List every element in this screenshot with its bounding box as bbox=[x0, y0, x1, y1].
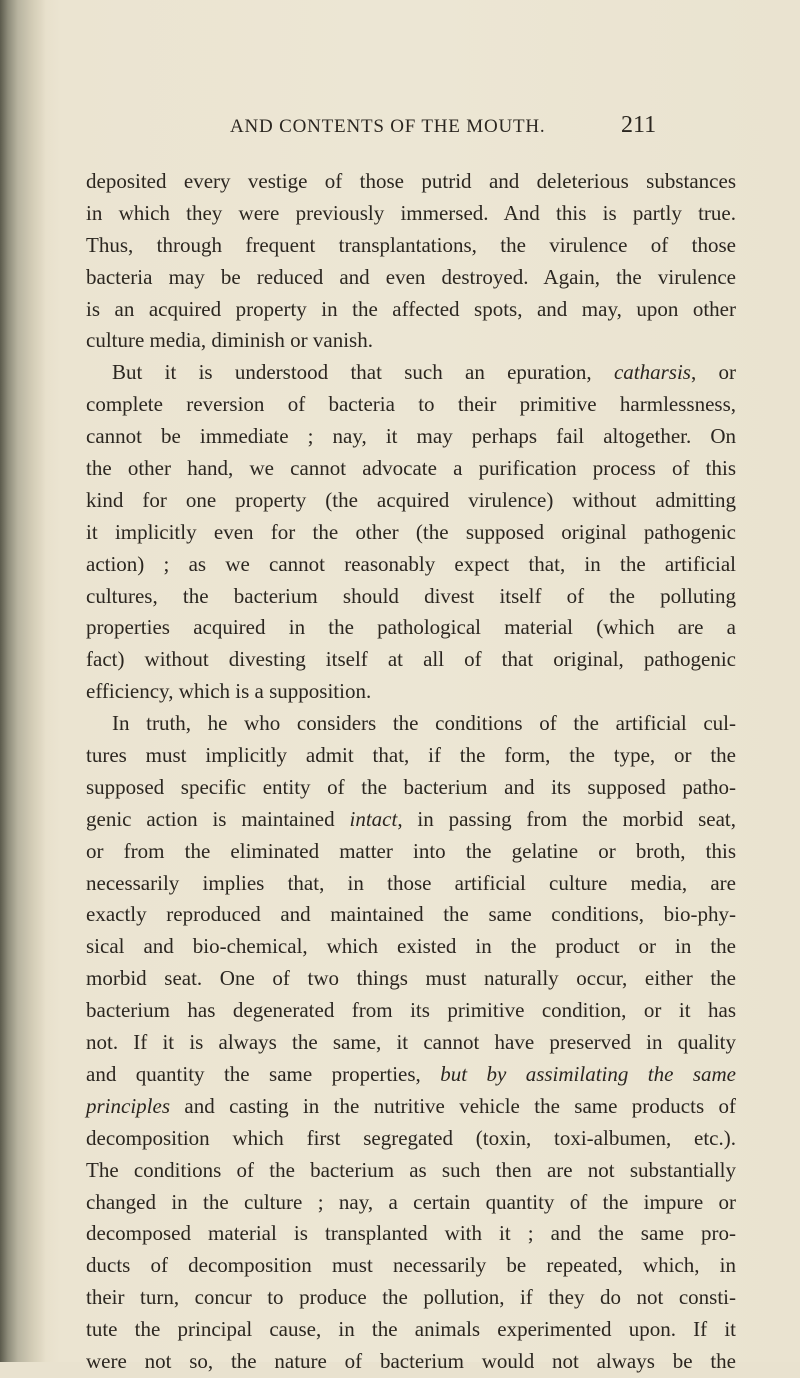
italic-phrase: but by assimilating the same bbox=[440, 1061, 737, 1086]
text-line: kind for one property (the acquired virulence) without admitting bbox=[86, 487, 736, 512]
running-head bbox=[230, 112, 750, 146]
text-line: or from the eliminated matter into the gelatine or broth, this bbox=[86, 838, 736, 863]
italic-term: catharsis bbox=[613, 360, 691, 385]
text-line: exactly reproduced and maintained the same conditions, bio-phy- bbox=[86, 902, 736, 927]
text-line: genic action is maintained intact, in passing from the morbid seat, bbox=[86, 806, 737, 831]
text-line: deposited every vestige of those putrid and deleterious substances bbox=[86, 169, 736, 193]
page-number: 211 bbox=[621, 112, 657, 138]
text-line: morbid seat. One of two things must naturally occur, either the bbox=[86, 966, 736, 991]
italic-phrase: principles bbox=[86, 1093, 170, 1118]
text-line: efficiency, which is a supposition. bbox=[86, 679, 372, 704]
text-line: is an acquired property in the affected spots, and may, upon other bbox=[86, 296, 736, 321]
text-line: properties acquired in the pathological material (which are a bbox=[86, 615, 736, 640]
italic-term: intact bbox=[349, 806, 398, 831]
body-text bbox=[86, 166, 736, 1378]
text-line: principles and casting in the nutritive vehicle the same products of bbox=[86, 1093, 736, 1118]
text-line: Thus, through frequent transplantations, the virulence of those bbox=[86, 232, 736, 257]
running-head-title: AND CONTENTS OF THE MOUTH. bbox=[230, 116, 546, 137]
text-line: action) ; as we cannot reasonably expect that, in the artificial bbox=[86, 551, 736, 576]
paragraph-start-line: In truth, he who considers the conditions of the artificial cul- bbox=[112, 711, 736, 736]
text-line: the other hand, we cannot advocate a purification process of this bbox=[86, 456, 736, 481]
text-line: decomposed material is transplanted with it ; and the same pro- bbox=[86, 1221, 736, 1246]
text-line: not. If it is always the same, it cannot have preserved in quality bbox=[86, 1030, 736, 1055]
text-line: and quantity the same properties, but by assimilating the same bbox=[86, 1061, 737, 1086]
text-line: tute the principal cause, in the animals experimented upon. If it bbox=[86, 1317, 736, 1342]
text-line: ducts of decomposition must necessarily be repeated, which, in bbox=[86, 1253, 736, 1278]
text-line: bacteria may be reduced and even destroyed. Again, the virulence bbox=[86, 264, 736, 289]
text-line: were not so, the nature of bacterium would not always be the bbox=[86, 1348, 736, 1373]
text-line: culture media, diminish or vanish. bbox=[86, 328, 373, 353]
paragraph-start-line: But it is understood that such an epuration, catharsis, or bbox=[112, 360, 736, 385]
text-line: their turn, concur to produce the pollution, if they do not consti- bbox=[86, 1285, 736, 1310]
text-line: complete reversion of bacteria to their primitive harmlessness, bbox=[86, 392, 736, 417]
text-line: necessarily implies that, in those artificial culture media, are bbox=[86, 870, 736, 895]
text-line: changed in the culture ; nay, a certain quantity of the impure or bbox=[86, 1189, 736, 1214]
text-line: cultures, the bacterium should divest itself of the polluting bbox=[86, 583, 736, 608]
text-line: cannot be immediate ; nay, it may perhaps fail altogether. On bbox=[86, 424, 736, 449]
text-line: The conditions of the bacterium as such then are not substantially bbox=[86, 1157, 736, 1182]
text-line: decomposition which first segregated (toxin, toxi-albumen, etc.). bbox=[86, 1125, 736, 1150]
text-line: bacterium has degenerated from its primitive condition, or it has bbox=[86, 998, 736, 1023]
text-line: fact) without divesting itself at all of that original, pathogenic bbox=[86, 647, 736, 672]
text-line: supposed specific entity of the bacterium and its supposed patho- bbox=[86, 774, 736, 799]
text-line: sical and bio-chemical, which existed in the product or in the bbox=[86, 934, 736, 959]
page-binding-shadow bbox=[0, 0, 46, 1362]
text-line: in which they were previously immersed. And this is partly true. bbox=[86, 200, 736, 225]
text-line: it implicitly even for the other (the supposed original pathogenic bbox=[86, 519, 736, 544]
text-line: tures must implicitly admit that, if the form, the type, or the bbox=[86, 743, 736, 768]
